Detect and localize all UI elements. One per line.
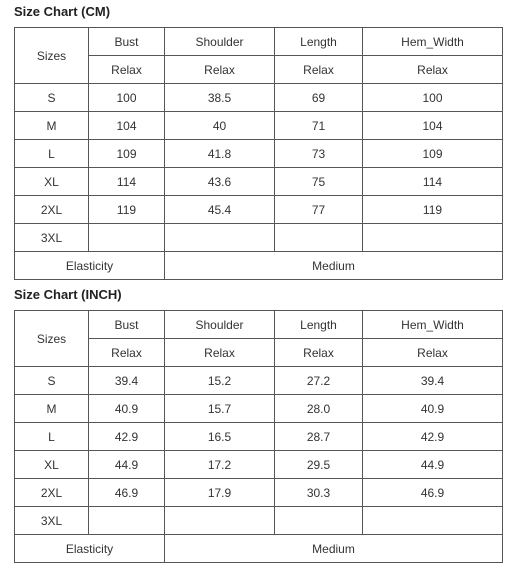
column-header-shoulder: Shoulder bbox=[165, 311, 275, 339]
value-cell: 15.7 bbox=[165, 395, 275, 423]
value-cell: 46.9 bbox=[363, 479, 503, 507]
value-cell: 16.5 bbox=[165, 423, 275, 451]
fit-cell: Relax bbox=[165, 339, 275, 367]
value-cell: 28.0 bbox=[275, 395, 363, 423]
table-row bbox=[15, 168, 503, 196]
fit-cell: Relax bbox=[165, 56, 275, 84]
size-label: L bbox=[15, 423, 89, 451]
elasticity-label: Elasticity bbox=[15, 252, 165, 280]
fit-cell: Relax bbox=[363, 339, 503, 367]
value-cell: 75 bbox=[275, 168, 363, 196]
size-label: 3XL bbox=[15, 224, 89, 252]
size-label: L bbox=[15, 140, 89, 168]
fit-row bbox=[15, 56, 503, 84]
table-row bbox=[15, 196, 503, 224]
value-cell: 38.5 bbox=[165, 84, 275, 112]
fit-cell: Relax bbox=[275, 339, 363, 367]
value-cell: 44.9 bbox=[89, 451, 165, 479]
table-row bbox=[15, 507, 503, 535]
value-cell: 45.4 bbox=[165, 196, 275, 224]
value-cell: 77 bbox=[275, 196, 363, 224]
column-header-bust: Bust bbox=[89, 28, 165, 56]
table-row bbox=[15, 423, 503, 451]
header-row bbox=[15, 28, 503, 56]
column-header-length: Length bbox=[275, 28, 363, 56]
column-header-length: Length bbox=[275, 311, 363, 339]
value-cell bbox=[275, 224, 363, 252]
elasticity-value: Medium bbox=[165, 252, 503, 280]
header-row bbox=[15, 311, 503, 339]
value-cell: 27.2 bbox=[275, 367, 363, 395]
size-label: XL bbox=[15, 168, 89, 196]
fit-cell: Relax bbox=[89, 56, 165, 84]
table-row bbox=[15, 367, 503, 395]
value-cell bbox=[165, 507, 275, 535]
value-cell: 39.4 bbox=[89, 367, 165, 395]
value-cell: 28.7 bbox=[275, 423, 363, 451]
column-header-bust: Bust bbox=[89, 311, 165, 339]
column-header-hem-width: Hem_Width bbox=[363, 311, 503, 339]
value-cell: 40.9 bbox=[89, 395, 165, 423]
size-chart-cm-table bbox=[14, 27, 503, 280]
value-cell bbox=[89, 224, 165, 252]
value-cell: 30.3 bbox=[275, 479, 363, 507]
value-cell bbox=[363, 507, 503, 535]
table-row bbox=[15, 451, 503, 479]
table-row bbox=[15, 140, 503, 168]
size-label: S bbox=[15, 84, 89, 112]
sizes-header: Sizes bbox=[15, 311, 89, 367]
value-cell: 17.9 bbox=[165, 479, 275, 507]
table-row bbox=[15, 84, 503, 112]
value-cell: 40.9 bbox=[363, 395, 503, 423]
elasticity-row bbox=[15, 535, 503, 563]
fit-cell: Relax bbox=[89, 339, 165, 367]
elasticity-label: Elasticity bbox=[15, 535, 165, 563]
value-cell bbox=[165, 224, 275, 252]
fit-row bbox=[15, 339, 503, 367]
value-cell: 114 bbox=[363, 168, 503, 196]
value-cell: 15.2 bbox=[165, 367, 275, 395]
size-chart-cm-title: Size Chart (CM) bbox=[14, 4, 111, 19]
column-header-shoulder: Shoulder bbox=[165, 28, 275, 56]
fit-cell: Relax bbox=[275, 56, 363, 84]
value-cell: 44.9 bbox=[363, 451, 503, 479]
size-label: M bbox=[15, 112, 89, 140]
size-label: 3XL bbox=[15, 507, 89, 535]
value-cell: 109 bbox=[363, 140, 503, 168]
value-cell: 39.4 bbox=[363, 367, 503, 395]
table-row bbox=[15, 479, 503, 507]
size-label: XL bbox=[15, 451, 89, 479]
value-cell: 46.9 bbox=[89, 479, 165, 507]
value-cell bbox=[275, 507, 363, 535]
table-row bbox=[15, 224, 503, 252]
value-cell: 114 bbox=[89, 168, 165, 196]
value-cell: 100 bbox=[363, 84, 503, 112]
value-cell: 71 bbox=[275, 112, 363, 140]
value-cell: 43.6 bbox=[165, 168, 275, 196]
size-chart-inch-title: Size Chart (INCH) bbox=[14, 287, 122, 302]
value-cell bbox=[363, 224, 503, 252]
value-cell: 104 bbox=[363, 112, 503, 140]
value-cell: 42.9 bbox=[363, 423, 503, 451]
value-cell: 17.2 bbox=[165, 451, 275, 479]
value-cell: 119 bbox=[363, 196, 503, 224]
size-chart-inch-table bbox=[14, 310, 503, 563]
table-row bbox=[15, 395, 503, 423]
elasticity-row bbox=[15, 252, 503, 280]
size-label: 2XL bbox=[15, 196, 89, 224]
value-cell: 119 bbox=[89, 196, 165, 224]
elasticity-value: Medium bbox=[165, 535, 503, 563]
value-cell: 41.8 bbox=[165, 140, 275, 168]
value-cell: 73 bbox=[275, 140, 363, 168]
value-cell: 69 bbox=[275, 84, 363, 112]
sizes-header: Sizes bbox=[15, 28, 89, 84]
value-cell: 40 bbox=[165, 112, 275, 140]
value-cell: 104 bbox=[89, 112, 165, 140]
value-cell: 42.9 bbox=[89, 423, 165, 451]
size-label: S bbox=[15, 367, 89, 395]
value-cell bbox=[89, 507, 165, 535]
value-cell: 109 bbox=[89, 140, 165, 168]
size-label: 2XL bbox=[15, 479, 89, 507]
table-row bbox=[15, 112, 503, 140]
size-label: M bbox=[15, 395, 89, 423]
value-cell: 29.5 bbox=[275, 451, 363, 479]
column-header-hem-width: Hem_Width bbox=[363, 28, 503, 56]
value-cell: 100 bbox=[89, 84, 165, 112]
fit-cell: Relax bbox=[363, 56, 503, 84]
